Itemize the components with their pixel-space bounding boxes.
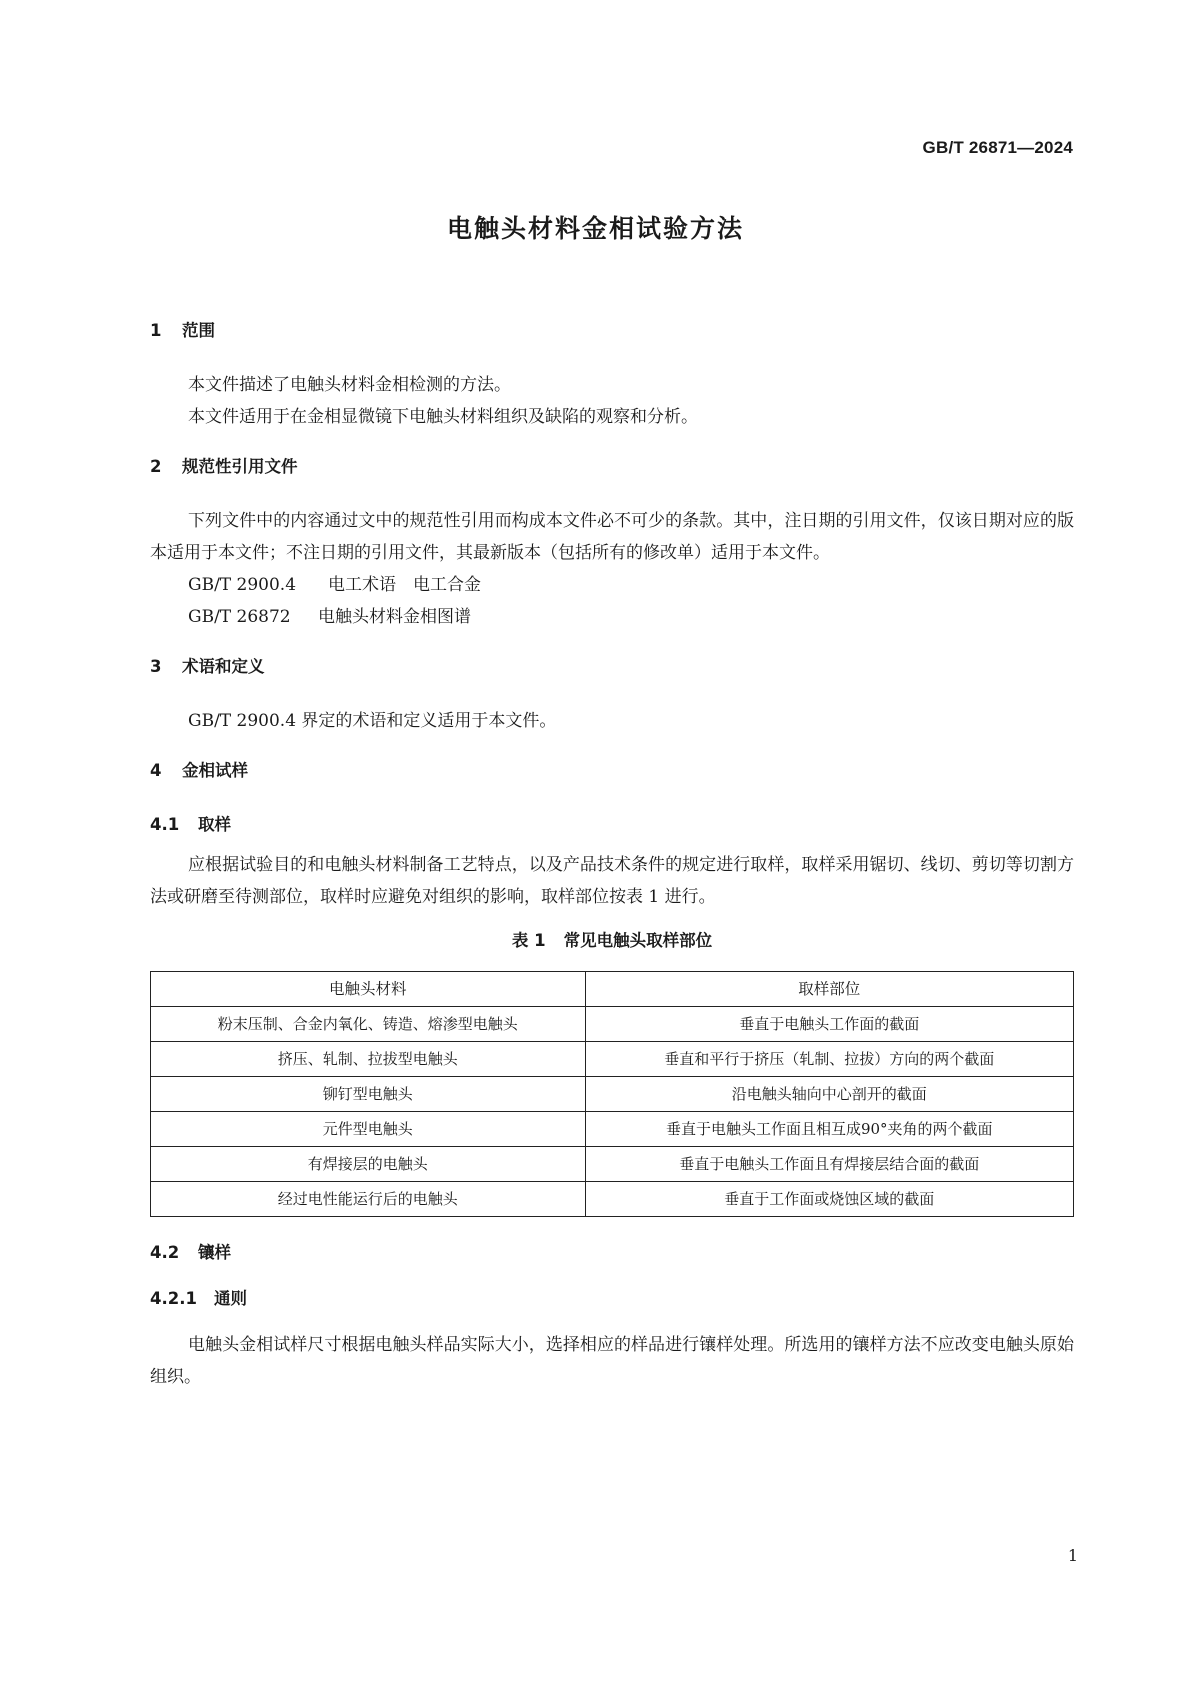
paragraph: 本文件描述了电触头材料金相检测的方法。 xyxy=(188,375,511,395)
table-cell: 经过电性能运行后的电触头 xyxy=(151,1182,586,1217)
table-row xyxy=(151,1077,1074,1112)
section-heading-specimen xyxy=(150,755,1074,787)
table-cell: 铆钉型电触头 xyxy=(151,1077,586,1112)
section-heading-terms xyxy=(150,651,1074,683)
document-title: 电触头材料金相试验方法 xyxy=(446,214,744,243)
subsection-title: 镶样 xyxy=(198,1243,231,1262)
section-heading-normative-references xyxy=(150,451,1074,483)
table-cell: 沿电触头轴向中心剖开的截面 xyxy=(585,1077,1073,1112)
table-cell: 垂直于电触头工作面且相互成90°夹角的两个截面 xyxy=(585,1112,1073,1147)
reference-item xyxy=(150,569,1074,601)
subsection-number: 4.2.1 xyxy=(150,1289,197,1308)
section-title: 规范性引用文件 xyxy=(182,457,298,476)
subsection-heading-mounting xyxy=(150,1237,1074,1269)
table-cell: 垂直于电触头工作面的截面 xyxy=(585,1007,1073,1042)
table-row xyxy=(151,1147,1074,1182)
table-cell: 垂直于工作面或烧蚀区域的截面 xyxy=(585,1182,1073,1217)
document-body xyxy=(150,315,1074,1393)
table-cell: 垂直于电触头工作面且有焊接层结合面的截面 xyxy=(585,1147,1073,1182)
paragraph: 下列文件中的内容通过文中的规范性引用而构成本文件必不可少的条款。其中，注日期的引用文件，仅该日期对应的版本适用于本文件；不注日期的引用文件，其最新版本（包括所有的修改单）适用于本文件。 xyxy=(150,511,1074,563)
paragraph: 应根据试验目的和电触头材料制备工艺特点，以及产品技术条件的规定进行取样，取样采用锯切、线切、剪切等切割方法或研磨至待测部位，取样时应避免对组织的影响，取样部位按表 1 进行。 xyxy=(150,855,1074,907)
table-row xyxy=(151,1007,1074,1042)
table-row xyxy=(151,1042,1074,1077)
section-number: 4 xyxy=(150,761,162,780)
standard-prefix: GB/T xyxy=(922,138,964,157)
subsection-title: 通则 xyxy=(214,1289,247,1308)
section-title: 范围 xyxy=(182,321,215,340)
standard-code xyxy=(923,138,1073,158)
table-cell: 粉末压制、合金内氧化、铸造、熔渗型电触头 xyxy=(151,1007,586,1042)
subsection-heading-sampling xyxy=(150,809,1074,841)
paragraph: 本文件适用于在金相显微镜下电触头材料组织及缺陷的观察和分析。 xyxy=(188,407,698,427)
subsection-number: 4.1 xyxy=(150,815,180,834)
table-caption xyxy=(150,925,1074,957)
reference-code: GB/T 2900.4 xyxy=(188,575,297,595)
table-cell: 挤压、轧制、拉拔型电触头 xyxy=(151,1042,586,1077)
table-label: 表 1 xyxy=(511,931,546,950)
section-number: 2 xyxy=(150,457,162,476)
section-number: 3 xyxy=(150,657,162,676)
reference-name: 电触头材料金相图谱 xyxy=(318,607,471,627)
section-number: 1 xyxy=(150,321,162,340)
subsection-title: 取样 xyxy=(198,815,231,834)
table-header-cell: 取样部位 xyxy=(585,972,1073,1007)
paragraph: GB/T 2900.4 界定的术语和定义适用于本文件。 xyxy=(188,711,557,731)
section-title: 金相试样 xyxy=(182,761,248,780)
table-cell: 有焊接层的电触头 xyxy=(151,1147,586,1182)
subsection-number: 4.2 xyxy=(150,1243,180,1262)
reference-item xyxy=(150,601,1074,633)
table-cell: 垂直和平行于挤压（轧制、拉拔）方向的两个截面 xyxy=(585,1042,1073,1077)
reference-code: GB/T 26872 xyxy=(188,607,291,627)
table-row xyxy=(151,1182,1074,1217)
table-header-cell: 电触头材料 xyxy=(151,972,586,1007)
section-title: 术语和定义 xyxy=(182,657,265,676)
page-number: 1 xyxy=(1067,1546,1078,1565)
standard-number: 26871—2024 xyxy=(968,138,1073,157)
table-header-row xyxy=(151,972,1074,1007)
paragraph: 电触头金相试样尺寸根据电触头样品实际大小，选择相应的样品进行镶样处理。所选用的镶样方法不应改变电触头原始组织。 xyxy=(150,1335,1074,1387)
sampling-table xyxy=(150,971,1074,1217)
reference-name: 电工术语 电工合金 xyxy=(328,575,481,595)
table-cell: 元件型电触头 xyxy=(151,1112,586,1147)
section-heading-scope xyxy=(150,315,1074,347)
table-row xyxy=(151,1112,1074,1147)
table-caption-text: 常见电触头取样部位 xyxy=(563,931,713,950)
subsection-heading-general xyxy=(150,1283,1074,1315)
